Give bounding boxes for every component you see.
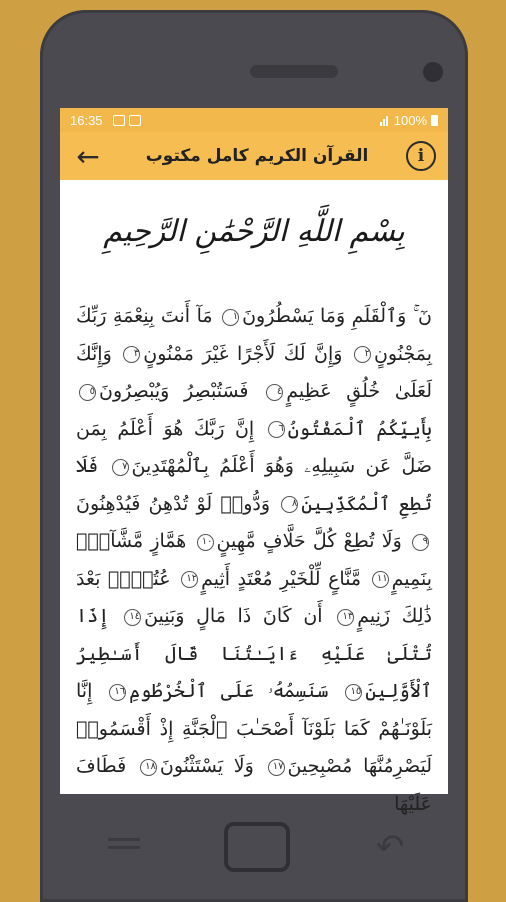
verse-text: أَن كَانَ ذَا مَالٍ وَبَنِينَ — [144, 605, 323, 627]
ayah-number-marker: ١ — [222, 309, 239, 326]
ayah-number-marker: ١٢ — [181, 571, 198, 588]
menu-key-icon[interactable] — [104, 833, 144, 861]
status-time: 16:35 — [70, 112, 103, 128]
verse-text: وَلَا يَسْتَثْنُونَ — [159, 755, 254, 777]
ayah-number-marker: ٩ — [412, 534, 429, 551]
app-bar — [60, 132, 448, 180]
front-camera — [423, 62, 443, 82]
battery-icon — [431, 115, 438, 126]
verse-text: مَّنَّاعٍ لِّلْخَيْرِ مُعْتَدٍ أَثِيمٍ — [201, 567, 362, 590]
verse-text: وَلَا تُطِعْ كُلَّ حَلَّافٍ مَّهِينٍ — [216, 530, 402, 552]
ayah-number-marker: ٣ — [123, 346, 140, 363]
verse-text: بِأَييِّكُمُ ٱلْمَفْتُونُ — [287, 417, 432, 440]
ayah-number-marker: ٤ — [266, 384, 283, 401]
page-title: القرآن الكريم كامل مكتوب — [145, 146, 369, 166]
home-button[interactable] — [224, 822, 290, 872]
ayah-number-marker: ١٣ — [337, 609, 354, 626]
verse-text: إِنَّا بَلَوْنَـٰهُمْ كَمَا بَلَوْنَآ أَصْحَـٰبَ ٱلْجَنَّةِ إِذْ أَقْسَمُوا۟ لَيَصْرِمُنَّهَا مُصْبِحِينَ — [76, 680, 433, 777]
gallery-notification-icon — [129, 115, 141, 126]
verse-text: وَإِنَّكَ لَعَلَىٰ خُلُقٍ عَظِيمٍ — [76, 342, 432, 402]
battery-percent: 100% — [393, 112, 427, 128]
ayah-number-marker: ١٠ — [197, 534, 214, 551]
ayah-number-marker: ٥ — [79, 384, 96, 401]
verse-text: فَلَا تُطِعِ ٱلْمُكَذِّبِينَ — [76, 455, 432, 515]
verse-text: وَدُّوا۟ لَوْ تُدْهِنُ فَيُدْهِنُونَ — [76, 492, 271, 515]
ayah-number-marker: ٢ — [354, 346, 371, 363]
image-notification-icon — [113, 115, 125, 126]
ayah-number-marker: ٨ — [281, 496, 298, 513]
info-icon[interactable]: i — [406, 141, 436, 171]
app-screen — [60, 108, 448, 815]
ayah-number-marker: ١٨ — [140, 759, 157, 776]
verse-text: نٓ ۚ وَٱلْقَلَمِ وَمَا يَسْطُرُونَ — [242, 305, 432, 327]
verse-text: وَإِنَّ لَكَ لَأَجْرًا غَيْرَ مَمْنُونٍ — [143, 342, 343, 365]
verse-text: عُتُلٍّۭ بَعْدَ ذَٰلِكَ زَنِيمٍ — [76, 567, 432, 627]
earpiece-speaker — [250, 65, 338, 78]
arrow-left-icon[interactable]: ← — [76, 139, 100, 173]
verses-text — [76, 298, 432, 823]
status-bar — [60, 108, 448, 132]
verse-text: إِنَّ رَبَّكَ هُوَ أَعْلَمُ بِمَن ضَلَّ عَن سَبِيلِهِۦ وَهُوَ أَعْلَمُ بِٱلْمُهْتَدِينَ — [76, 417, 432, 477]
ayah-number-marker: ١٤ — [124, 609, 141, 626]
verse-text: سَنَسِمُهُۥ عَلَى ٱلْخُرْطُومِ — [129, 680, 329, 702]
back-key-icon[interactable]: ↶ — [375, 827, 405, 867]
verse-text: مَآ أَنتَ بِنِعْمَةِ رَبِّكَ بِمَجْنُونٍ — [76, 305, 432, 365]
verse-text: هَمَّازٍ مَّشَّآءٍۭ بِنَمِيمٍ — [76, 530, 432, 590]
ayah-number-marker: ١٥ — [345, 684, 362, 701]
hardware-nav-bar — [60, 794, 448, 900]
signal-icon — [380, 115, 388, 126]
basmala-calligraphy: بِسْمِ اللَّهِ الرَّحْمَٰنِ الرَّحِيمِ — [103, 213, 405, 249]
verse-text: إِذَا تُتْلَىٰ عَلَيْهِ ءَايَـٰتُنَا قَالَ أَسَـٰطِيرُ ٱلْأَوَّلِينَ — [76, 605, 433, 702]
ayah-number-marker: ٧ — [112, 459, 129, 476]
verse-text: فَطَافَ عَلَيْهَا — [76, 755, 432, 815]
surah-content[interactable] — [60, 180, 448, 823]
verse-text: فَسَتُبْصِرُ وَيُبْصِرُونَ — [99, 380, 249, 402]
ayah-number-marker: ٦ — [268, 421, 285, 438]
ayah-number-marker: ١١ — [372, 571, 389, 588]
ayah-number-marker: ١٦ — [109, 684, 126, 701]
ayah-number-marker: ١٧ — [268, 759, 285, 776]
